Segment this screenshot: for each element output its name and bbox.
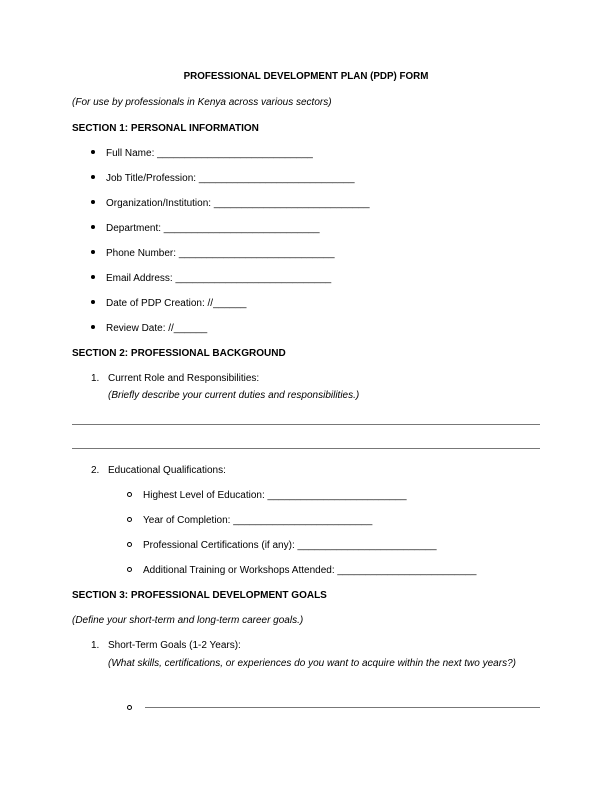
- bullet-icon: [91, 200, 95, 204]
- phone-number-label: Phone Number: ____________________________: [106, 248, 335, 259]
- item-number: 1.: [91, 640, 100, 651]
- department-field[interactable]: [91, 223, 320, 234]
- highest-education-label: Highest Level of Education: _________________________: [143, 490, 407, 501]
- current-role-answer-line-2[interactable]: [72, 448, 540, 449]
- bullet-icon: [91, 275, 95, 279]
- educational-qualifications-label: Educational Qualifications:: [108, 465, 226, 476]
- organization-label: Organization/Institution: ____________________________: [106, 198, 370, 209]
- current-role-answer-line-1[interactable]: [72, 424, 540, 425]
- circle-bullet-icon: [127, 542, 132, 547]
- circle-bullet-icon: [127, 705, 132, 710]
- bullet-icon: [91, 225, 95, 229]
- phone-number-field[interactable]: [91, 248, 335, 259]
- page-title: PROFESSIONAL DEVELOPMENT PLAN (PDP) FORM: [183, 71, 429, 82]
- year-of-completion-field[interactable]: [127, 515, 372, 526]
- review-date-label: Review Date: //______: [106, 323, 208, 334]
- item-number: 1.: [91, 373, 100, 384]
- short-term-goals-item: [91, 640, 241, 651]
- full-name-field[interactable]: [91, 148, 313, 159]
- certifications-field[interactable]: [127, 540, 437, 551]
- bullet-icon: [91, 150, 95, 154]
- email-address-label: Email Address: ____________________________: [106, 273, 332, 284]
- item-number: 2.: [91, 465, 100, 476]
- pdp-creation-date-label: Date of PDP Creation: //______: [106, 298, 247, 309]
- section-2-heading: SECTION 2: PROFESSIONAL BACKGROUND: [72, 348, 286, 359]
- circle-bullet-icon: [127, 567, 132, 572]
- bullet-icon: [91, 175, 95, 179]
- highest-education-field[interactable]: [127, 490, 407, 501]
- section-1-heading: SECTION 1: PERSONAL INFORMATION: [72, 123, 259, 134]
- short-term-goals-answer-bullet: [127, 703, 143, 714]
- educational-qualifications-item: [91, 465, 226, 476]
- review-date-field[interactable]: [91, 323, 207, 334]
- job-title-field[interactable]: [91, 173, 355, 184]
- short-term-goals-label: Short-Term Goals (1-2 Years):: [108, 640, 241, 651]
- circle-bullet-icon: [127, 517, 132, 522]
- department-label: Department: ____________________________: [106, 223, 320, 234]
- pdp-creation-date-field[interactable]: [91, 298, 246, 309]
- certifications-label: Professional Certifications (if any): _________________________: [143, 540, 437, 551]
- full-name-label: Full Name: ____________________________: [106, 148, 313, 159]
- bullet-icon: [91, 300, 95, 304]
- bullet-icon: [91, 250, 95, 254]
- short-term-goals-note: (What skills, certifications, or experiences do you want to acquire within the next two years?): [108, 658, 516, 669]
- bullet-icon: [91, 325, 95, 329]
- form-intro-note: (For use by professionals in Kenya across various sectors): [72, 97, 332, 108]
- additional-training-field[interactable]: [127, 565, 476, 576]
- short-term-goals-answer-line[interactable]: [145, 707, 540, 708]
- section-3-heading: SECTION 3: PROFESSIONAL DEVELOPMENT GOALS: [72, 590, 327, 601]
- year-of-completion-label: Year of Completion: _________________________: [143, 515, 373, 526]
- email-address-field[interactable]: [91, 273, 331, 284]
- additional-training-label: Additional Training or Workshops Attended: _________________________: [143, 565, 477, 576]
- current-role-note: (Briefly describe your current duties and responsibilities.): [108, 390, 360, 401]
- current-role-item: [91, 373, 259, 384]
- current-role-label: Current Role and Responsibilities:: [108, 373, 260, 384]
- circle-bullet-icon: [127, 492, 132, 497]
- section-3-intro: (Define your short-term and long-term career goals.): [72, 615, 304, 626]
- organization-field[interactable]: [91, 198, 370, 209]
- job-title-label: Job Title/Profession: ____________________________: [106, 173, 355, 184]
